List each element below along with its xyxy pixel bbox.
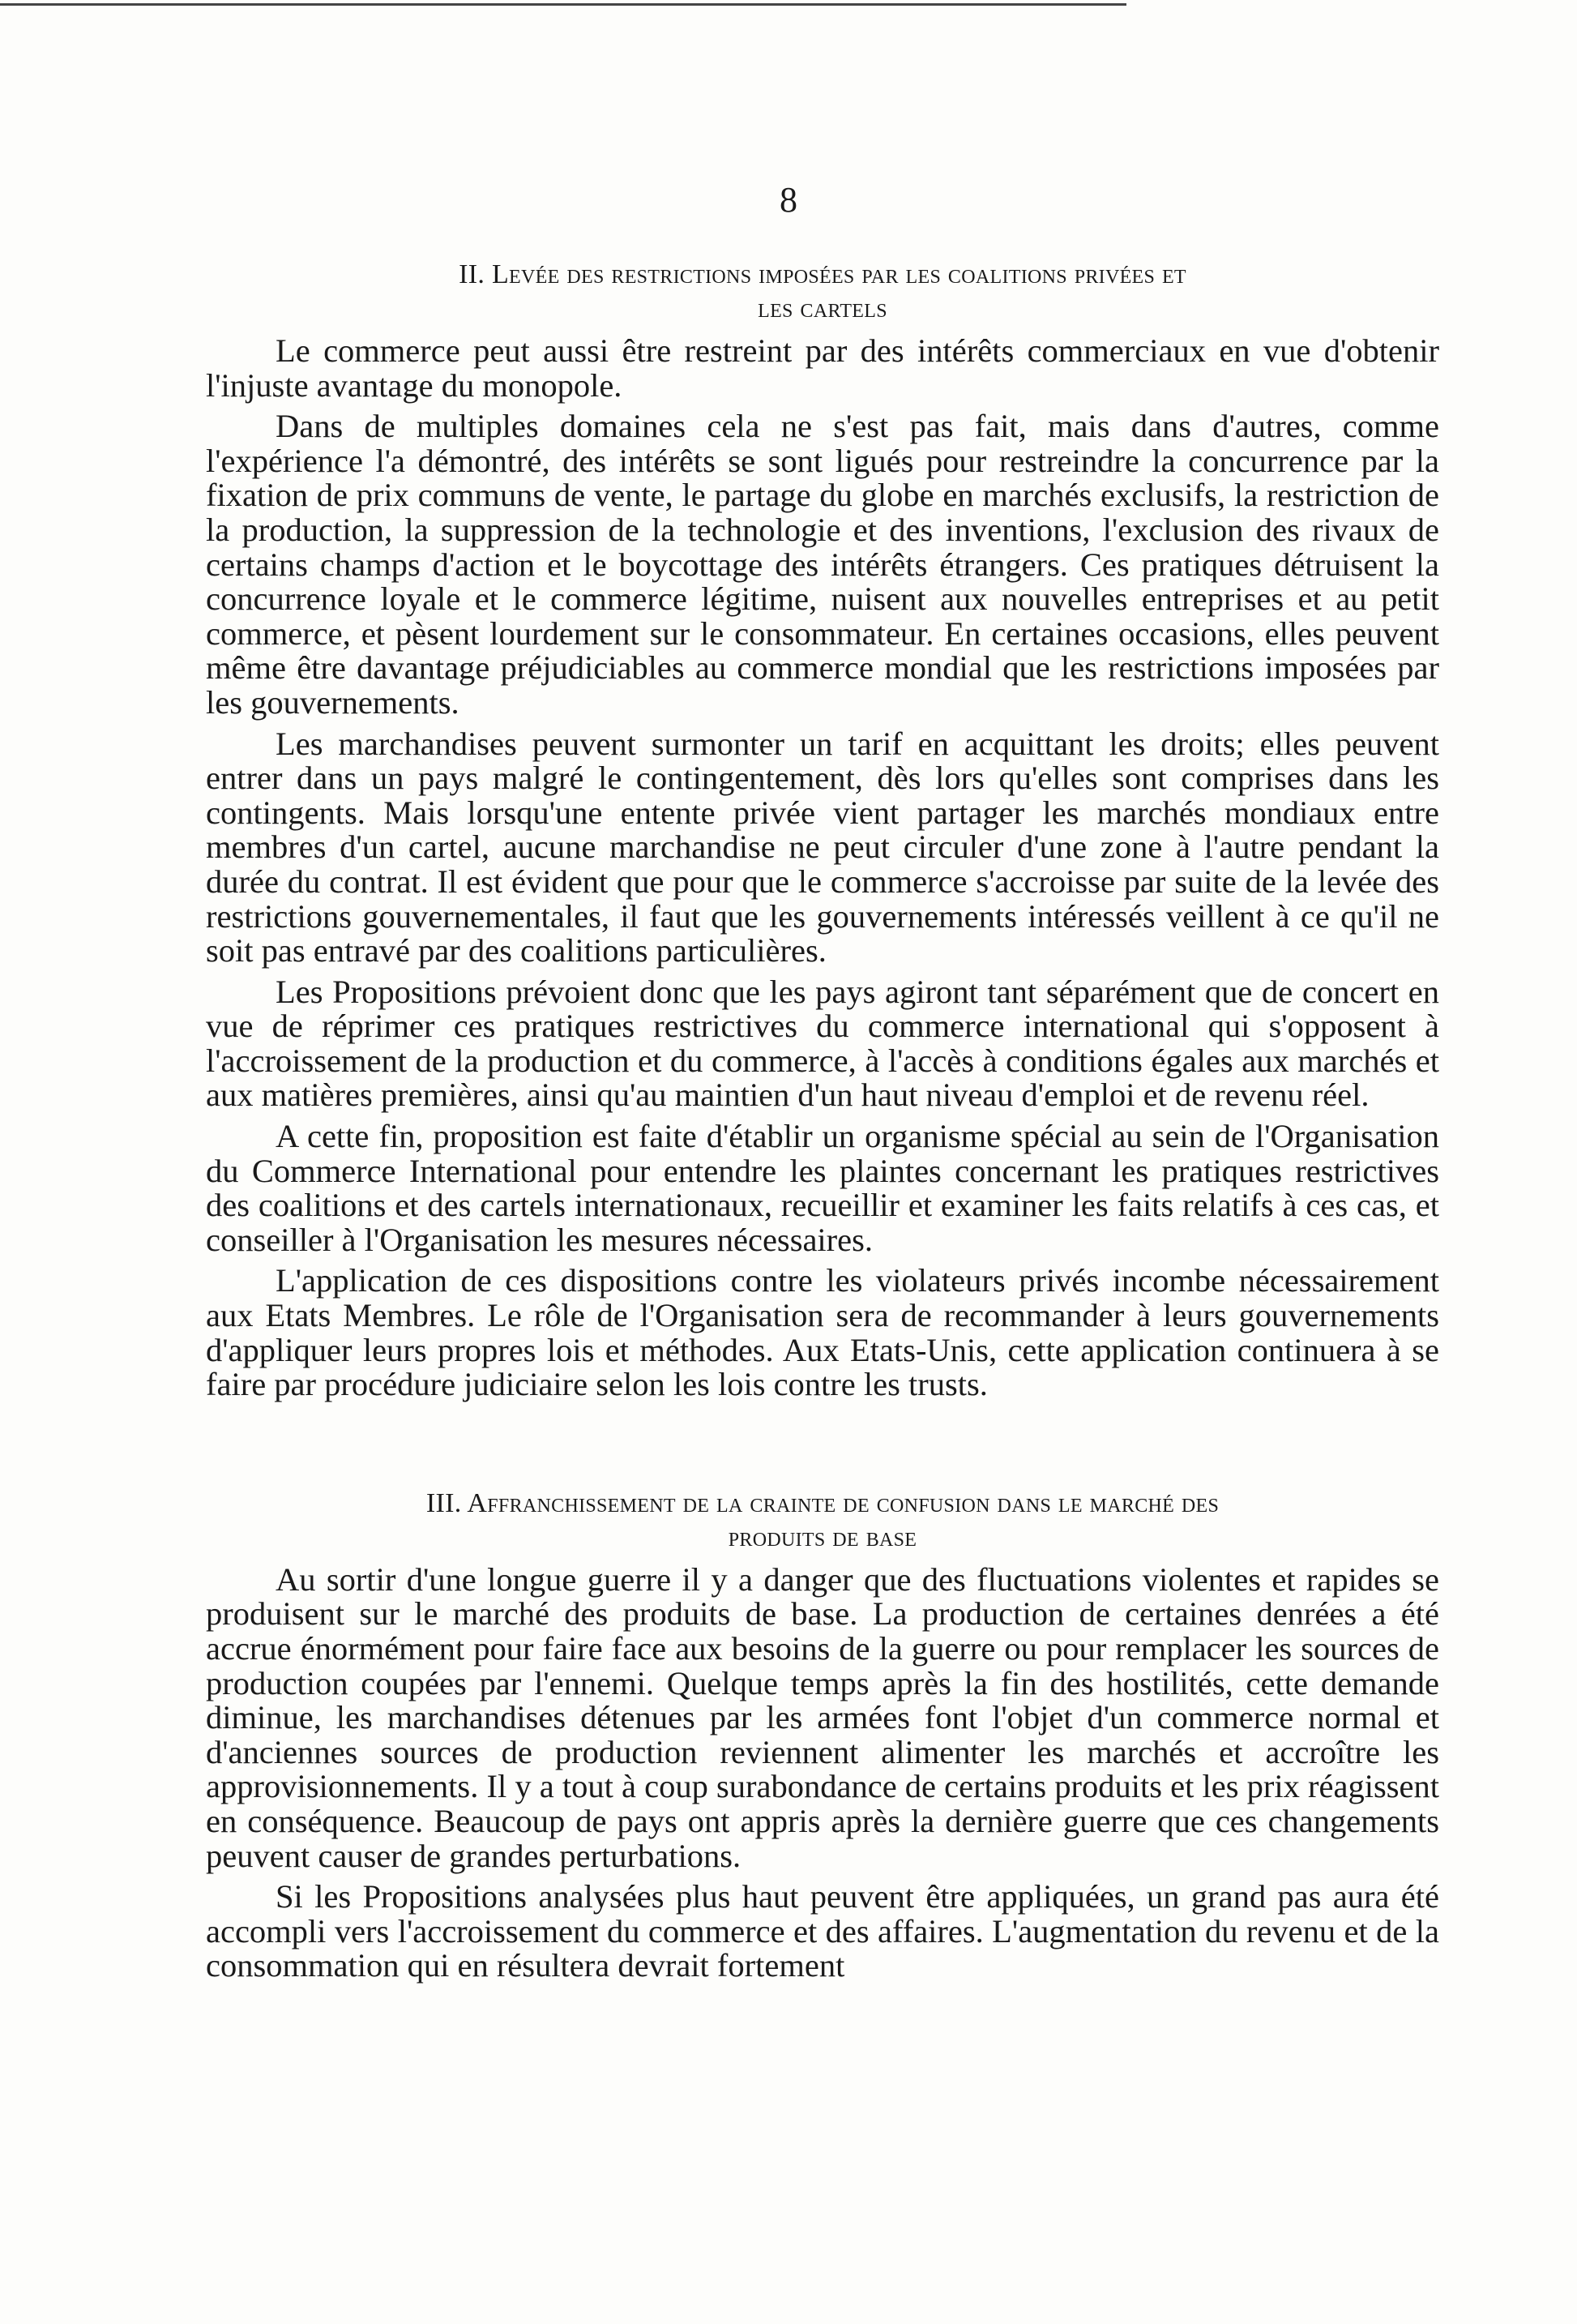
text-column [206,258,1439,1990]
paragraph: Dans de multiples domaines cela ne s'est pas fait, mais dans d'autres, comme l'expérience l'a démontré, des intérêts se sont ligués pour restreindre la concurrence par la fixation de prix communs de vente, le partage du globe en marchés exclusifs, la restriction de la production, la suppression de la technologie et des inventions, l'exclusion des rivaux de certains champs d'action et le boycottage des intérêts étrangers. Ces pratiques détruisent la concurrence loyale et le commerce légitime, nuisent aux nouvelles entreprises et au petit commerce, et pèsent lourdement sur le consommateur. En certaines occasions, elles peuvent même être davantage préjudiciables au commerce mondial que les restrictions imposées par les gouvernements. [206,408,1439,721]
section-heading-2 [206,258,1439,326]
section-heading-line: produits de base [728,1522,917,1552]
paragraph: Les marchandises peuvent surmonter un tarif en acquittant les droits; elles peuvent entrer dans un pays malgré le contingentement, dès lors qu'elles sont comprises dans les contingents. Mais lorsqu'une entente privée vient partager les marchés mondiaux entre membres d'un cartel, aucune marchandise ne peut circuler d'une zone à l'autre pendant la durée du contrat. Il est évident que pour que le commerce s'accroisse par suite de la levée des restrictions gouvernementales, il faut que les gouvernements intéressés veillent à ce qu'il ne soit pas entravé par des coalitions particulières. [206,725,1439,969]
paragraph: Au sortir d'une longue guerre il y a danger que des fluctuations violentes et rapides se produisent sur le marché des produits de base. La production de certaines denrées a été accrue énormément pour faire face aux besoins de la guerre ou pour remplacer les sources de production coupées par l'ennemi. Quelque temps après la fin des hostilités, cette demande diminue, les marchandises détenues par les armées font l'objet d'un commerce normal et d'anciennes sources de production reviennent alimenter les marchés et accroître les approvisionnements. Il y a tout à coup surabondance de certains produits et les prix réagissent en conséquence. Beaucoup de pays ont appris après la dernière guerre que ces changements peuvent causer de grandes perturbations. [206,1560,1439,1874]
top-rule [0,3,1126,6]
section-gap [206,1409,1439,1487]
page-number: 8 [780,180,797,220]
paragraph: Les Propositions prévoient donc que les pays agiront tant séparément que de concert en vue de réprimer ces pratiques restrictives du commerce international qui s'opposent à l'accroissement de la production et du commerce, à l'accès à conditions égales aux marchés et aux matières premières, ainsi qu'au maintien d'un haut niveau d'emploi et de revenu réel. [206,973,1439,1114]
section-heading-line: les cartels [758,293,887,323]
paragraph: L'application de ces dispositions contre les violateurs privés incombe nécessairement aux Etats Membres. Le rôle de l'Organisation sera de recommander à leurs gouvernements d'appliquer leurs propres lois et méthodes. Aux Etats-Unis, cette application continuera à se faire par procédure judiciaire selon les lois contre les trusts. [206,1262,1439,1403]
section-heading-3 [206,1487,1439,1555]
paragraph: A cette fin, proposition est faite d'établir un organisme spécial au sein de l'Organisation du Commerce International pour entendre les plaintes concernant les pratiques restrictives des coalitions et des cartels internationaux, recueillir et examiner les faits relatifs à ces cas, et conseiller à l'Organisation les mesures nécessaires. [206,1118,1439,1258]
paragraph: Si les Propositions analysées plus haut peuvent être appliquées, un grand pas aura été accompli vers l'accroissement du commerce et des affaires. L'augmentation du revenu et de la consommation qui en résultera devrait fortement [206,1878,1439,1984]
paragraph: Le commerce peut aussi être restreint par des intérêts commerciaux en vue d'obtenir l'injuste avantage du monopole. [206,332,1439,404]
section-heading-line: III. Affranchissement de la crainte de confusion dans le marché des [425,1487,1220,1518]
section-heading-line: II. Levée des restrictions imposées par les coalitions privées et [459,259,1186,289]
